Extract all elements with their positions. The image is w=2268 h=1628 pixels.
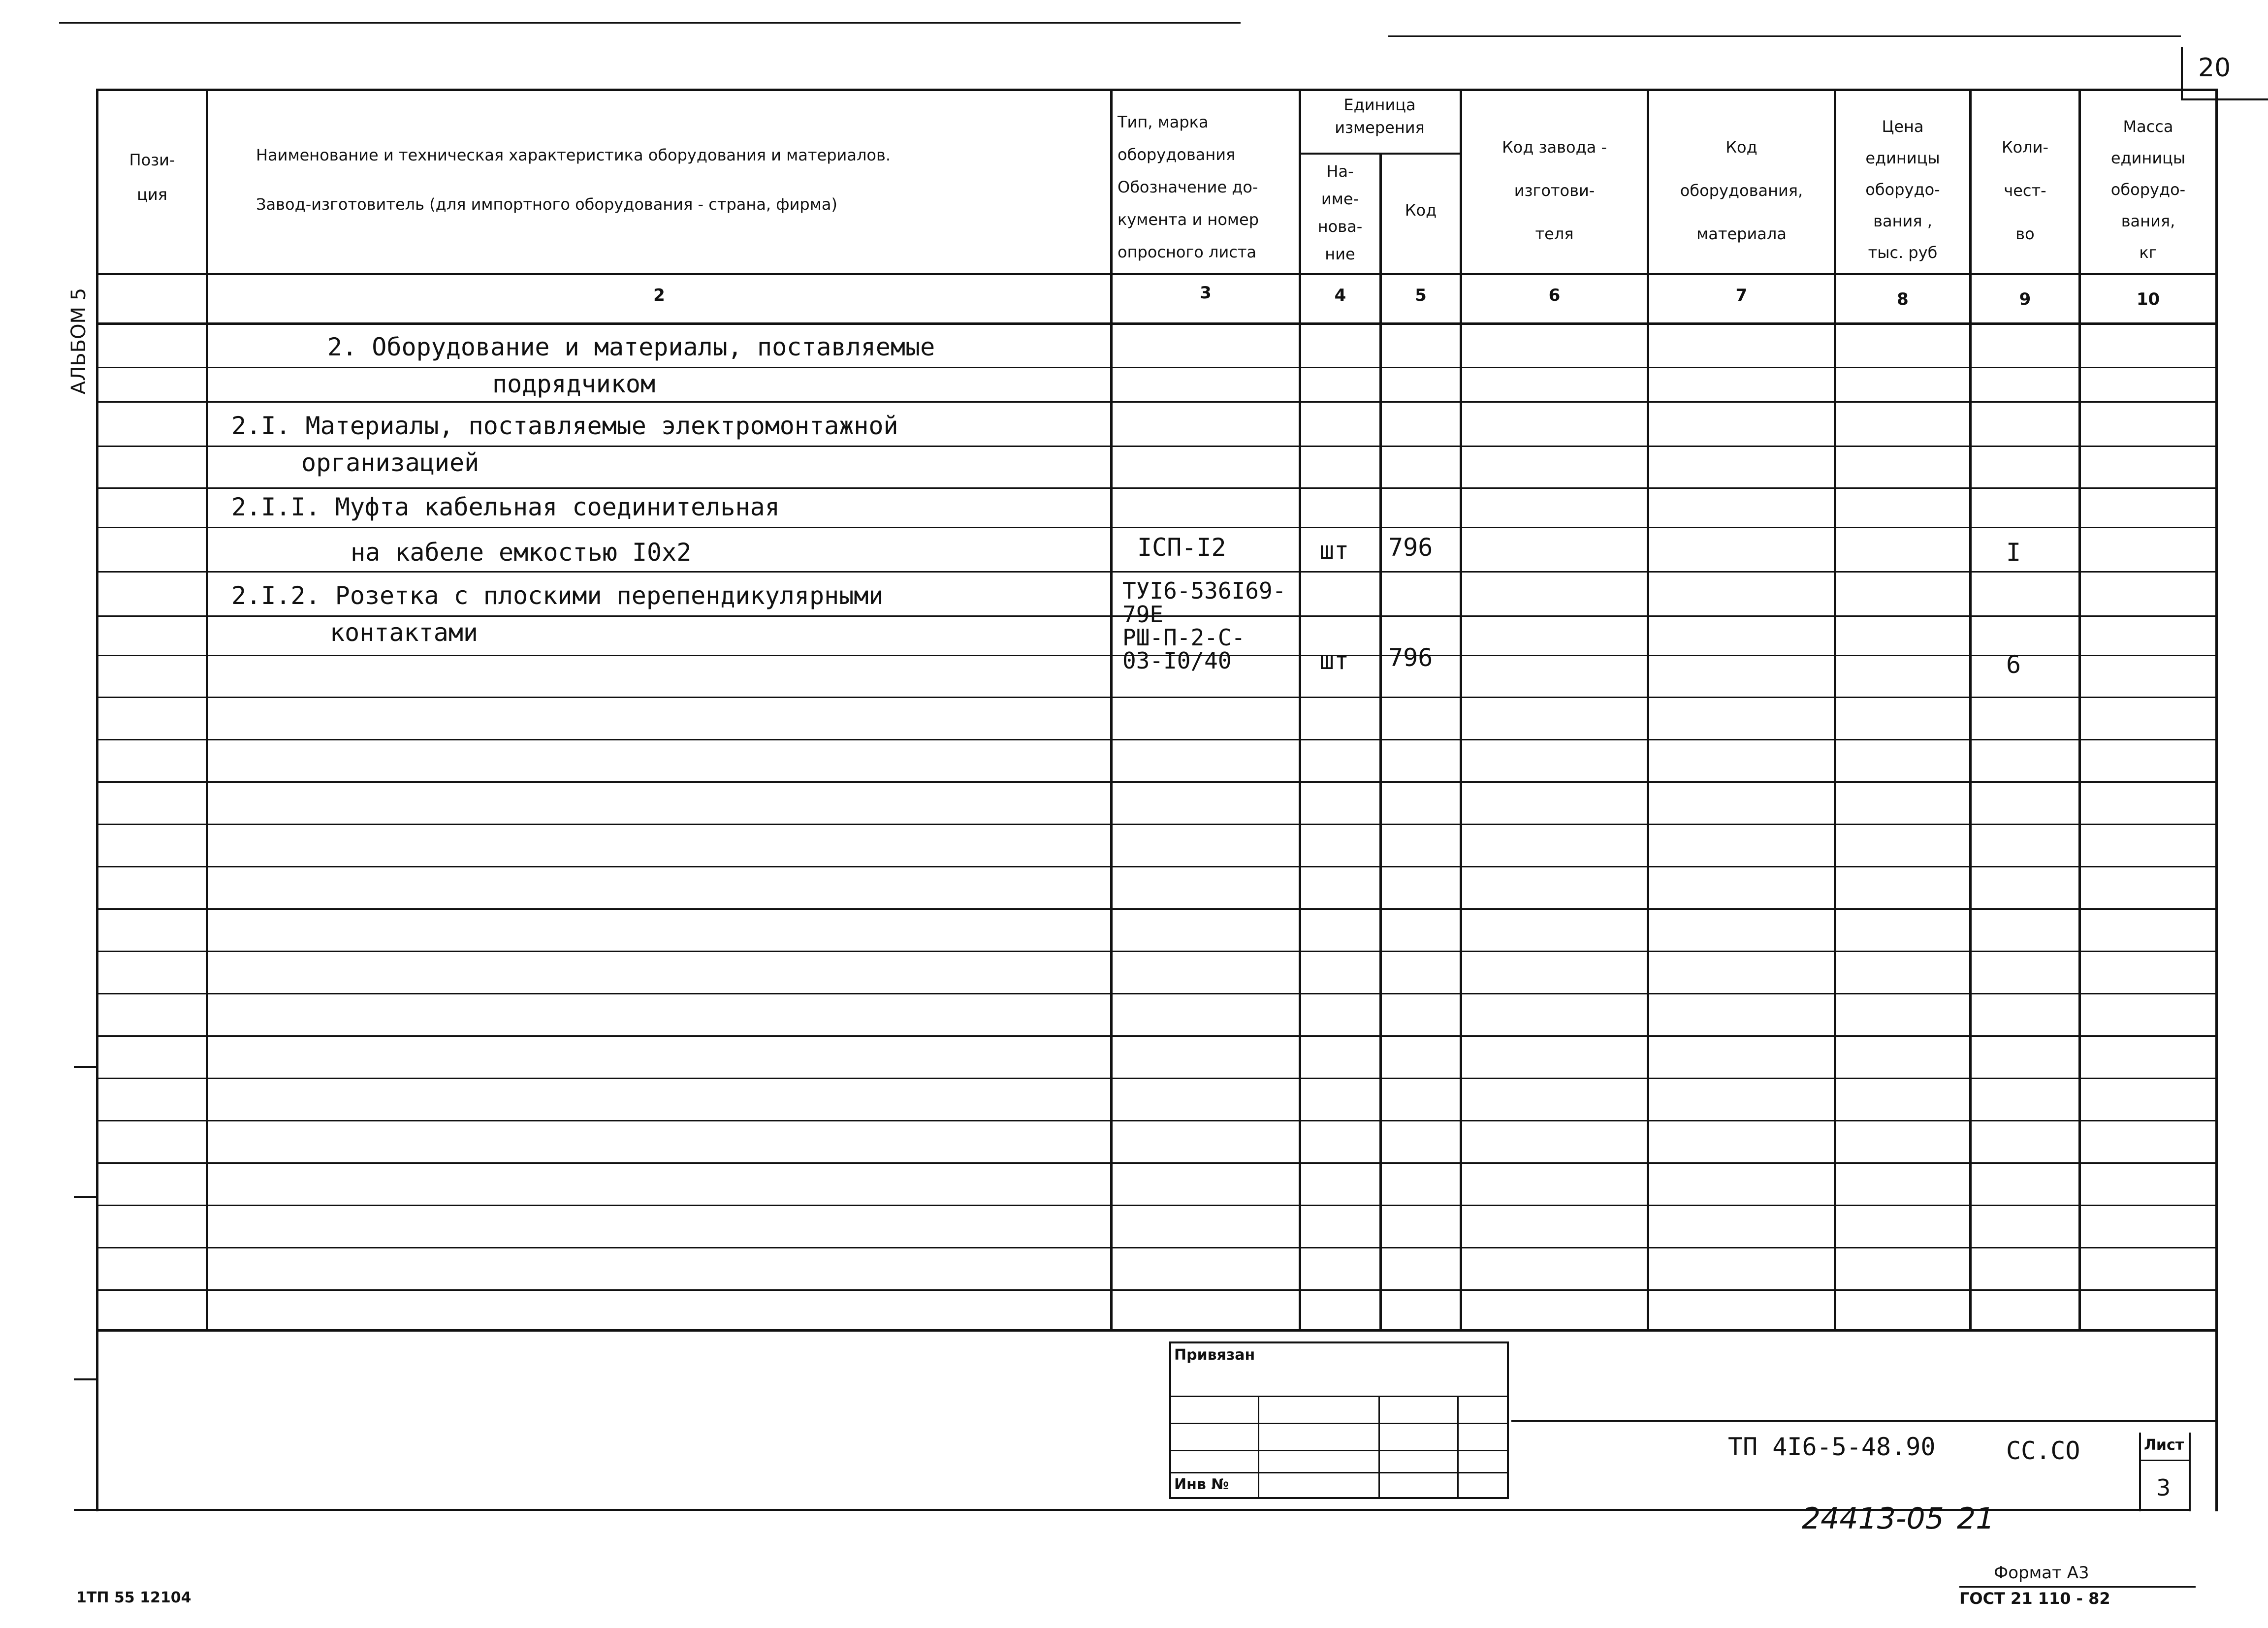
row-9-type-2: 03-I0/40	[1122, 647, 1232, 674]
header-name: Наименование и техническая характеристика оборудования и материалов. Завод-изготовитель (для импортного оборудования - страна, фирма)	[256, 146, 891, 214]
header-unit-name: На- име- нова- ние	[1317, 162, 1363, 263]
row-3-name: 2.I. Материалы, поставляемые электромонтажной	[231, 412, 898, 440]
col-divider-7	[1834, 89, 1836, 1329]
inv-label: Инв №	[1174, 1476, 1229, 1493]
header-position: Пози- ция	[129, 151, 175, 204]
table-bottom	[96, 1329, 2218, 1332]
colnum-6: 6	[1548, 286, 1561, 305]
colnum-4: 4	[1334, 286, 1346, 305]
row-rule	[98, 401, 2215, 403]
row-rule	[98, 951, 2215, 952]
header-bottom	[96, 273, 2218, 275]
row-2-name: подрядчиком	[492, 370, 656, 398]
footer-gost: ГОСТ 21 110 - 82	[1959, 1589, 2110, 1608]
stamp-v3	[1457, 1396, 1459, 1499]
row-rule	[98, 367, 2215, 368]
header-unit-group: Единица измерения	[1335, 96, 1425, 137]
row-rule	[98, 1247, 2215, 1248]
row-9-unit: шт	[1319, 646, 1349, 675]
col-divider-3	[1299, 89, 1301, 1329]
row-rule	[98, 487, 2215, 489]
corner-number: 20	[2198, 53, 2231, 83]
col-divider-4	[1379, 153, 1382, 1329]
frame-left	[96, 89, 98, 1511]
top-rule-right	[1388, 35, 2181, 37]
frame-top	[96, 89, 2218, 91]
row-rule	[98, 824, 2215, 825]
col-divider-8	[1969, 89, 1972, 1329]
header-maker-code: Код завода - изготови- теля	[1501, 138, 1607, 243]
row-rule	[98, 908, 2215, 910]
row-rule	[98, 993, 2215, 994]
row-rule	[98, 527, 2215, 528]
row-rule	[98, 1205, 2215, 1206]
sheet-number: 3	[2156, 1474, 2171, 1501]
row-7-name: 2.I.2. Розетка с плоскими перепендикулярными	[231, 581, 884, 610]
sheet-label: Лист	[2144, 1436, 2184, 1454]
colnum-3: 3	[1200, 283, 1212, 303]
row-4-name: организацией	[301, 448, 479, 477]
row-6-qty: I	[2006, 538, 2021, 567]
header-type: Тип, марка оборудования Обозначение до- кумента и номер опросного листа	[1118, 113, 1259, 261]
colnum-bottom	[96, 322, 2218, 325]
titleblock-rule	[1511, 1420, 2218, 1422]
colnum-5: 5	[1415, 286, 1427, 305]
top-rule-left	[59, 22, 1241, 24]
row-1-name: 2. Оборудование и материалы, поставляемые	[327, 333, 935, 361]
row-rule	[98, 739, 2215, 740]
margin-stub-3	[74, 1378, 98, 1380]
row-rule	[98, 866, 2215, 867]
row-8-name: контактами	[330, 618, 479, 647]
row-6-unit: шт	[1319, 536, 1349, 565]
header-quantity: Коли- чест- во	[2001, 138, 2049, 243]
row-rule	[98, 1035, 2215, 1037]
row-9-qty: 6	[2006, 650, 2021, 679]
col-divider-6	[1647, 89, 1649, 1329]
handwritten-number-2: 21	[1957, 1501, 1995, 1536]
footer-rule	[1959, 1586, 2196, 1588]
margin-stub-1	[74, 1066, 98, 1068]
header-price: Цена единицы оборудо- вания , тыс. руб	[1865, 117, 1940, 262]
privyazan-label: Привязан	[1174, 1346, 1255, 1364]
footer-format: Формат А3	[1994, 1563, 2089, 1583]
footer-left: 1ТП 55 12104	[76, 1589, 192, 1606]
sheet-box-divider	[2139, 1460, 2191, 1461]
row-rule	[98, 571, 2215, 573]
colnum-9: 9	[2019, 289, 2031, 309]
stamp-v1	[1258, 1396, 1259, 1499]
colnum-2: 2	[653, 286, 665, 305]
stamp-v2	[1378, 1396, 1380, 1499]
doc-code: ТП 4I6-5-48.90	[1728, 1433, 1936, 1461]
row-rule	[98, 1289, 2215, 1291]
col-divider-2	[1110, 89, 1113, 1329]
row-6-type: IСП-I2	[1137, 533, 1226, 562]
colnum-8: 8	[1897, 289, 1909, 309]
handwritten-number: 24413-05	[1802, 1501, 1944, 1536]
col-divider-5	[1460, 89, 1462, 1329]
row-6-name: на кабеле емкостью I0x2	[351, 538, 692, 567]
doc-suffix: СС.СО	[2006, 1436, 2080, 1465]
row-8-type: 79Е	[1122, 601, 1164, 628]
row-rule	[98, 1162, 2215, 1164]
row-5-name: 2.I.I. Муфта кабельная соединительная	[231, 493, 780, 521]
side-album-label: АЛЬБОМ 5	[67, 287, 90, 395]
colnum-10: 10	[2136, 289, 2160, 309]
row-6-code: 796	[1388, 533, 1433, 562]
row-rule	[98, 1078, 2215, 1079]
row-rule	[98, 446, 2215, 447]
header-unit-code: Код	[1405, 201, 1437, 220]
col-divider-1	[206, 89, 208, 1329]
row-9-code: 796	[1388, 643, 1433, 672]
row-rule	[98, 1120, 2215, 1121]
margin-stub-2	[74, 1196, 98, 1198]
header-equipment-code: Код оборудования, материала	[1680, 138, 1803, 243]
colnum-7: 7	[1735, 286, 1748, 305]
row-9-type: РШ-П-2-С-	[1122, 624, 1246, 651]
unit-group-divider	[1299, 153, 1460, 155]
row-7-type: ТУI6-536I69-	[1122, 577, 1286, 604]
frame-right	[2215, 89, 2218, 1511]
header-mass: Масса единицы оборудо- вания, кг	[2110, 117, 2186, 262]
row-rule	[98, 697, 2215, 698]
col-divider-9	[2078, 89, 2081, 1329]
row-rule	[98, 781, 2215, 783]
